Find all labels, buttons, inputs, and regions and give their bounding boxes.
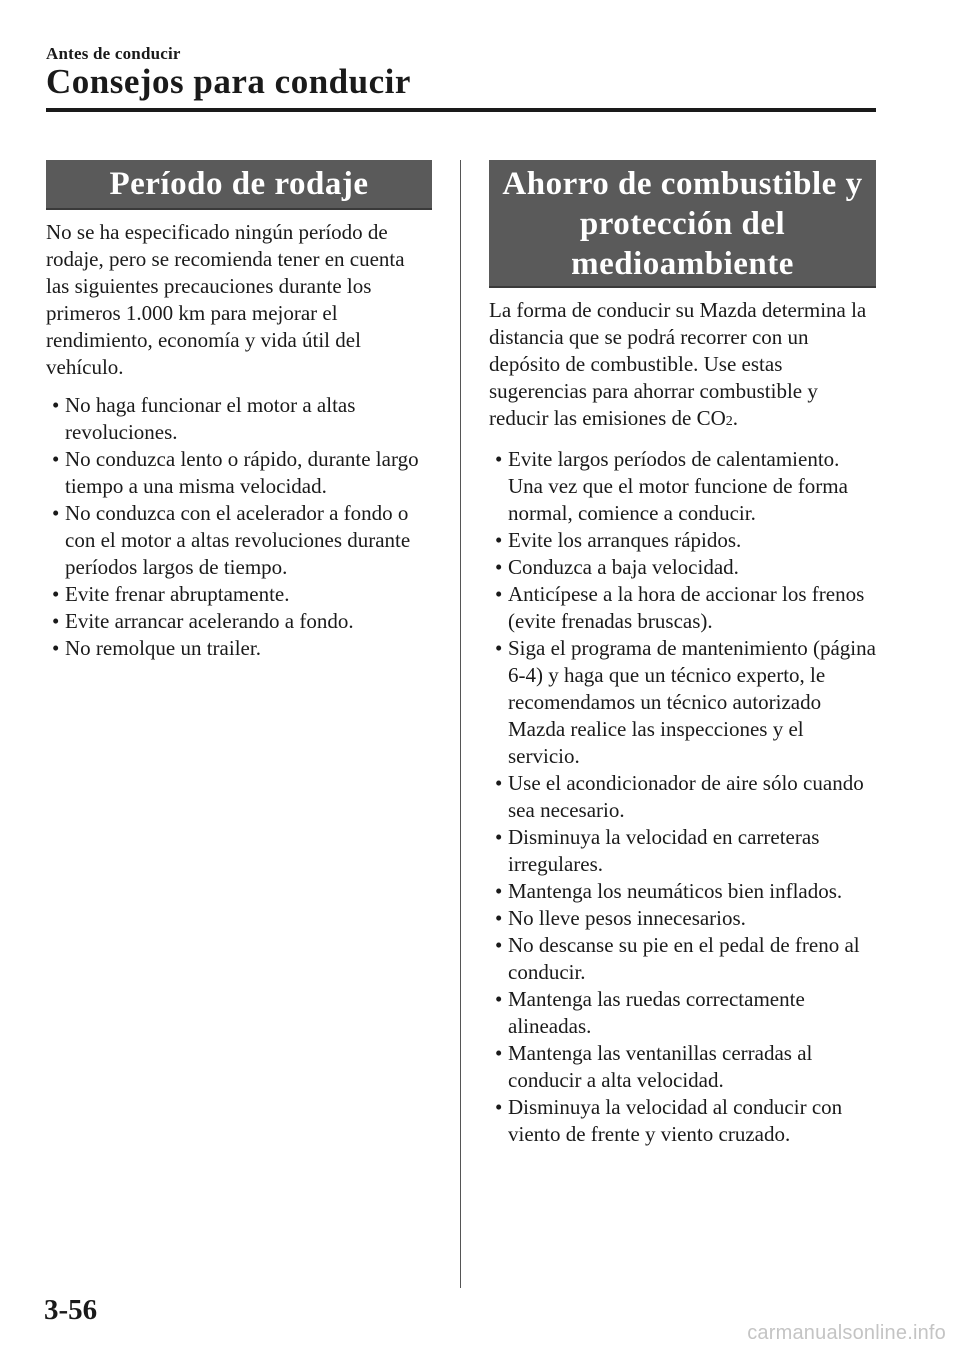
header-divider	[46, 108, 876, 112]
list-item: • Conduzca a baja velocidad.	[495, 555, 739, 579]
bullet-icon: •	[495, 582, 503, 606]
bullet-list-ahorro	[489, 446, 876, 1148]
bullet-icon: •	[495, 906, 503, 930]
list-item: • Disminuya la velocidad en carreteras irregulares.	[495, 825, 820, 876]
list-item: • No conduzca con el acelerador a fondo o con el motor a altas revoluciones durante períodos largos de tiempo.	[52, 501, 411, 579]
column-divider	[460, 160, 461, 1288]
section-label: Antes de conducir	[46, 44, 181, 63]
bullet-list-rodaje	[46, 392, 432, 662]
right-column	[489, 160, 876, 1148]
list-item: • Evite largos períodos de calentamiento. Una vez que el motor funcione de forma normal, comience a conducir.	[495, 447, 848, 525]
section-banner-rodaje: Período de rodaje	[46, 160, 432, 210]
bullet-icon: •	[495, 879, 503, 903]
list-item: • No conduzca lento o rápido, durante largo tiempo a una misma velocidad.	[52, 447, 419, 498]
list-item: • Mantenga las ventanillas cerradas al conducir a alta velocidad.	[495, 1041, 813, 1092]
list-item: • Mantenga las ruedas correctamente alineadas.	[495, 987, 805, 1038]
section-banner-ahorro	[489, 160, 876, 288]
watermark: carmanualsonline.info	[747, 1322, 946, 1344]
bullet-icon: •	[495, 555, 503, 579]
banner-line: Ahorro de combustible y	[502, 166, 863, 202]
list-item: • No descanse su pie en el pedal de freno al conducir.	[495, 933, 860, 984]
list-item: • Disminuya la velocidad al conducir con viento de frente y viento cruzado.	[495, 1095, 843, 1146]
list-item: • No lleve pesos innecesarios.	[495, 906, 746, 930]
bullet-icon: •	[52, 582, 60, 606]
bullet-icon: •	[495, 1095, 503, 1119]
subscript-two: 2	[725, 414, 733, 429]
bullet-icon: •	[52, 609, 60, 633]
bullet-icon: •	[495, 933, 503, 957]
page-title: Consejos para conducir	[46, 62, 411, 101]
banner-line: protección del	[579, 206, 786, 242]
page-number: 3-56	[44, 1294, 98, 1326]
intro-paragraph-rodaje: No se ha especificado ningún período de rodaje, pero se recomienda tener en cuenta las siguientes precauciones durante los primeros 1.000 km para mejorar el rendimiento, economía y vida útil del vehículo.	[46, 220, 405, 379]
list-item: • Mantenga los neumáticos bien inflados.	[495, 879, 843, 903]
bullet-icon: •	[52, 447, 60, 471]
list-item: • Use el acondicionador de aire sólo cuando sea necesario.	[495, 771, 864, 822]
list-item: • Anticípese a la hora de accionar los frenos (evite frenadas bruscas).	[495, 582, 865, 633]
bullet-icon: •	[495, 528, 503, 552]
bullet-icon: •	[495, 447, 503, 471]
bullet-icon: •	[52, 501, 60, 525]
bullet-icon: •	[495, 825, 503, 849]
list-item: • Siga el programa de mantenimiento (página 6-4) y haga que un técnico experto, le recomendamos un técnico autorizado Mazda realice las inspecciones y el servicio.	[495, 636, 876, 768]
list-item: • No remolque un trailer.	[52, 636, 261, 660]
bullet-icon: •	[495, 771, 503, 795]
list-item: • Evite frenar abruptamente.	[52, 582, 290, 606]
bullet-icon: •	[52, 636, 60, 660]
list-item: • Evite arrancar acelerando a fondo.	[52, 609, 354, 633]
banner-line: medioambiente	[571, 246, 794, 282]
left-column	[46, 160, 432, 662]
list-item: • No haga funcionar el motor a altas revoluciones.	[52, 393, 356, 444]
intro-paragraph-ahorro: La forma de conducir su Mazda determina la distancia que se podrá recorrer con un depósito de combustible. Use estas sugerencias para ahorrar combustible y reducir las emisiones de CO2.	[489, 298, 867, 430]
bullet-icon: •	[495, 1041, 503, 1065]
bullet-icon: •	[52, 393, 60, 417]
list-item: • Evite los arranques rápidos.	[495, 528, 742, 552]
bullet-icon: •	[495, 636, 503, 660]
bullet-icon: •	[495, 987, 503, 1011]
